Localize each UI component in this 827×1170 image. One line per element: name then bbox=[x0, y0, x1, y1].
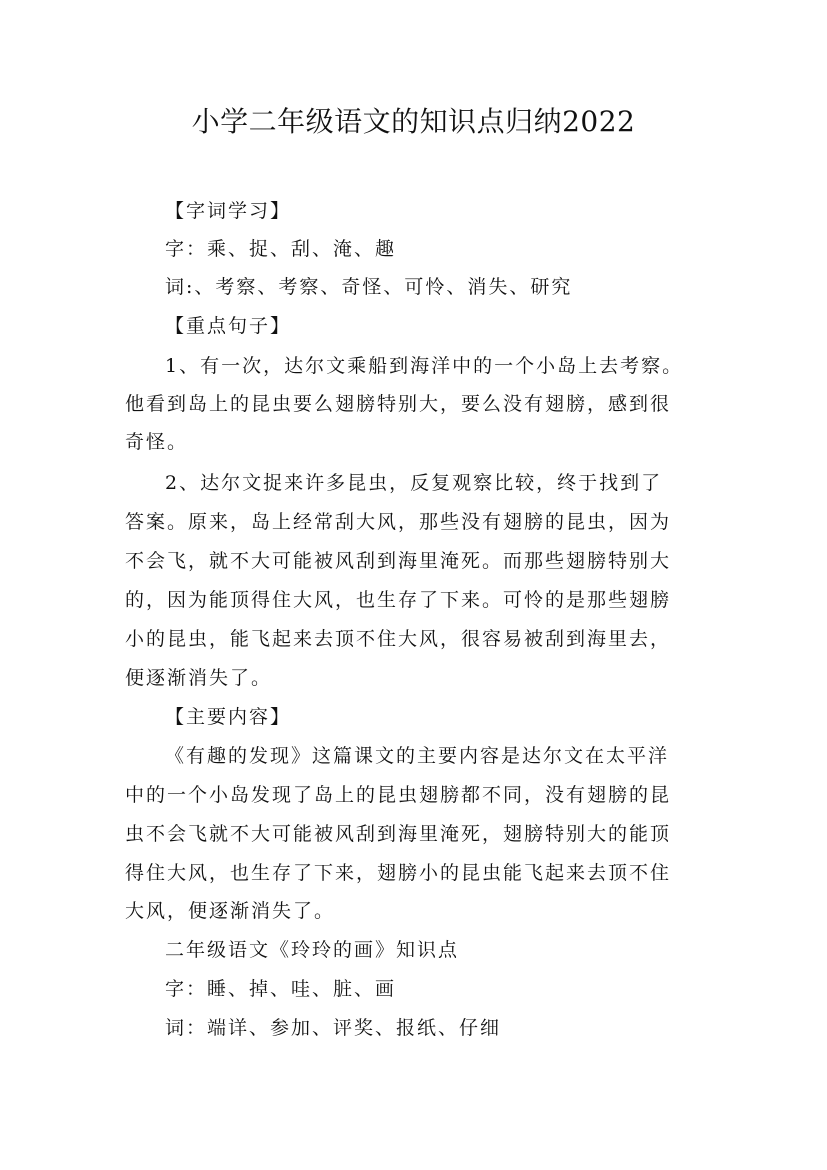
text-line: 奇怪。 bbox=[125, 431, 189, 453]
text-line: 字：乘、捉、刮、淹、趣 bbox=[165, 238, 397, 260]
text-line: 他看到岛上的昆虫要么翅膀特别大，要么没有翅膀，感到很 bbox=[125, 393, 672, 415]
text-line: 的，因为能顶得住大风，也生存了下来。可怜的是那些翅膀 bbox=[125, 589, 672, 611]
section-heading-lingling: 二年级语文《玲玲的画》知识点 bbox=[165, 939, 460, 961]
text-line: 虫不会飞就不大可能被风刮到海里淹死，翅膀特别大的能顶 bbox=[125, 823, 672, 845]
text-line: 大风，便逐渐消失了。 bbox=[125, 900, 336, 922]
text-line: 中的一个小岛发现了岛上的昆虫翅膀都不同，没有翅膀的昆 bbox=[125, 784, 672, 806]
text-line: 1、有一次，达尔文乘船到海洋中的一个小岛上去考察。 bbox=[165, 355, 684, 377]
text-line: 字：睡、掉、哇、脏、画 bbox=[165, 978, 397, 1000]
text-line: 便逐渐消失了。 bbox=[125, 667, 273, 689]
text-line: 小的昆虫，能飞起来去顶不住大风，很容易被刮到海里去， bbox=[125, 628, 672, 650]
text-line: 得住大风，也生存了下来，翅膀小的昆虫能飞起来去顶不住 bbox=[125, 862, 672, 884]
section-heading-vocabulary: 【字词学习】 bbox=[165, 200, 292, 222]
document-title: 小学二年级语文的知识点归纳2022 bbox=[191, 105, 636, 138]
section-heading-main-content: 【主要内容】 bbox=[165, 706, 292, 728]
section-heading-key-sentences: 【重点句子】 bbox=[165, 315, 292, 337]
text-line: 《有趣的发现》这篇课文的主要内容是达尔文在太平洋 bbox=[165, 745, 670, 767]
text-line: 词:、考察、考察、奇怪、可怜、消失、研究 bbox=[165, 276, 573, 298]
text-line: 词：端详、参加、评奖、报纸、仔细 bbox=[165, 1017, 502, 1039]
text-line: 2、达尔文捉来许多昆虫，反复观察比较，终于找到了 bbox=[165, 472, 663, 494]
text-line: 不会飞，就不大可能被风刮到海里淹死。而那些翅膀特别大 bbox=[125, 550, 672, 572]
text-line: 答案。原来，岛上经常刮大风，那些没有翅膀的昆虫，因为 bbox=[125, 511, 672, 533]
